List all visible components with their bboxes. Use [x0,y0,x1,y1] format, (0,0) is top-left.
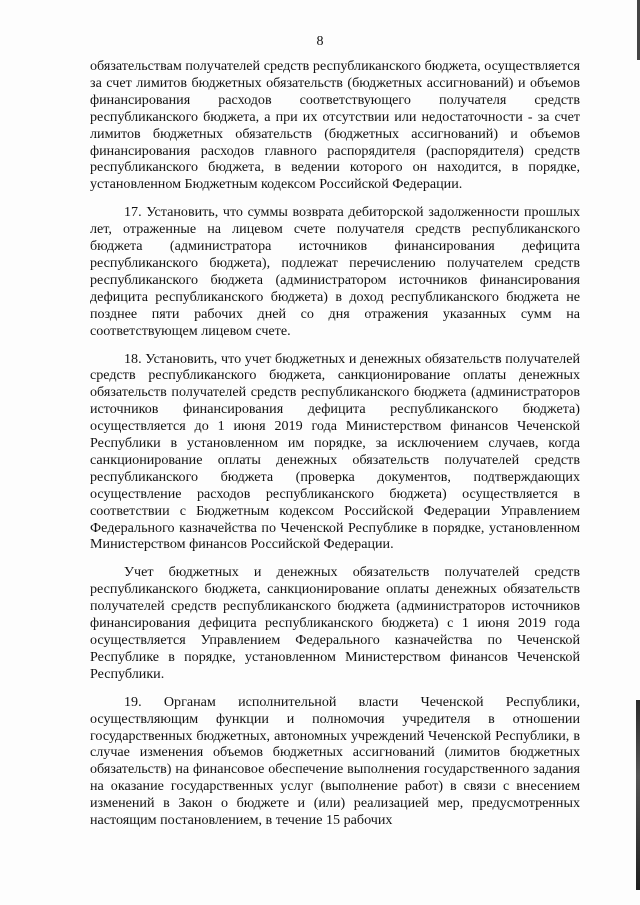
paragraph-item-18: 18. Установить, что учет бюджетных и денежных обязательств получателей средств республиканского бюджета, санкционирование оплаты денежных обязательств получателей средств республиканского бюджета (администраторов источников финансирования дефицита республиканского бюджета) осуществляется до 1 июня 2019 года Министерством финансов Чеченской Республики в установленном им порядке, за исключением случаев, когда санкционирование оплаты денежных обязательств получателей средств республиканского бюджета (проверка документов, подтверждающих осуществление расходов республиканского бюджета) осуществляется в соответствии с Бюджетным кодексом Российской Федерации Управлением Федерального казначейства по Чеченской Республике в порядке, установленном Министерством финансов Российской Федерации. [90,350,580,553]
paragraph-item-19: 19. Органам исполнительной власти Чеченской Республики, осуществляющим функции и полномочия учредителя в отношении государственных бюджетных, автономных учреждений Чеченской Республики, в случае изменения объемов бюджетных ассигнований (лимитов бюджетных обязательств) на финансовое обеспечение выполнения государственного задания на оказание государственных услуг (выполнение работ) в связи с внесением изменений в Закон о бюджете и (или) реализацией мер, предусмотренных настоящим постановлением, в течение 15 рабочих [90,693,580,829]
page-number: 8 [316,34,324,49]
paragraph-item-18-continued: Учет бюджетных и денежных обязательств получателей средств республиканского бюджета, санкционирование оплаты денежных обязательств получателей средств республиканского бюджета (администраторов источников финансирования дефицита республиканского бюджета) с 1 июня 2019 года осуществляется Управлением Федерального казначейства по Чеченской Республике в порядке, установленном Министерством финансов Чеченской Республики. [90,564,580,682]
scan-edge-mark [636,700,640,890]
document-body [90,58,580,829]
paragraph-item-17: 17. Установить, что суммы возврата дебиторской задолженности прошлых лет, отраженные на лицевом счете получателя средств республиканского бюджета (администратора источников финансирования дефицита республиканского бюджета), подлежат перечислению получателем средств республиканского бюджета (администратором источников финансирования дефицита республиканского бюджета) в доход республиканского бюджета не позднее пяти рабочих дней со дня отражения указанных сумм на соответствующем лицевом счете. [90,204,580,339]
paragraph-continuation: обязательствам получателей средств республиканского бюджета, осуществляется за счет лимитов бюджетных обязательств (бюджетных ассигнований) и объемов финансирования расходов соответствующего получателя средств республиканского бюджета, а при их отсутствии или недостаточности - за счет лимитов бюджетных обязательств (бюджетных ассигнований) и объемов финансирования расходов главного распорядителя (распорядителя) средств республиканского бюджета, в ведении которого он находится, в порядке, установленном Бюджетным кодексом Российской Федерации. [90,58,580,193]
